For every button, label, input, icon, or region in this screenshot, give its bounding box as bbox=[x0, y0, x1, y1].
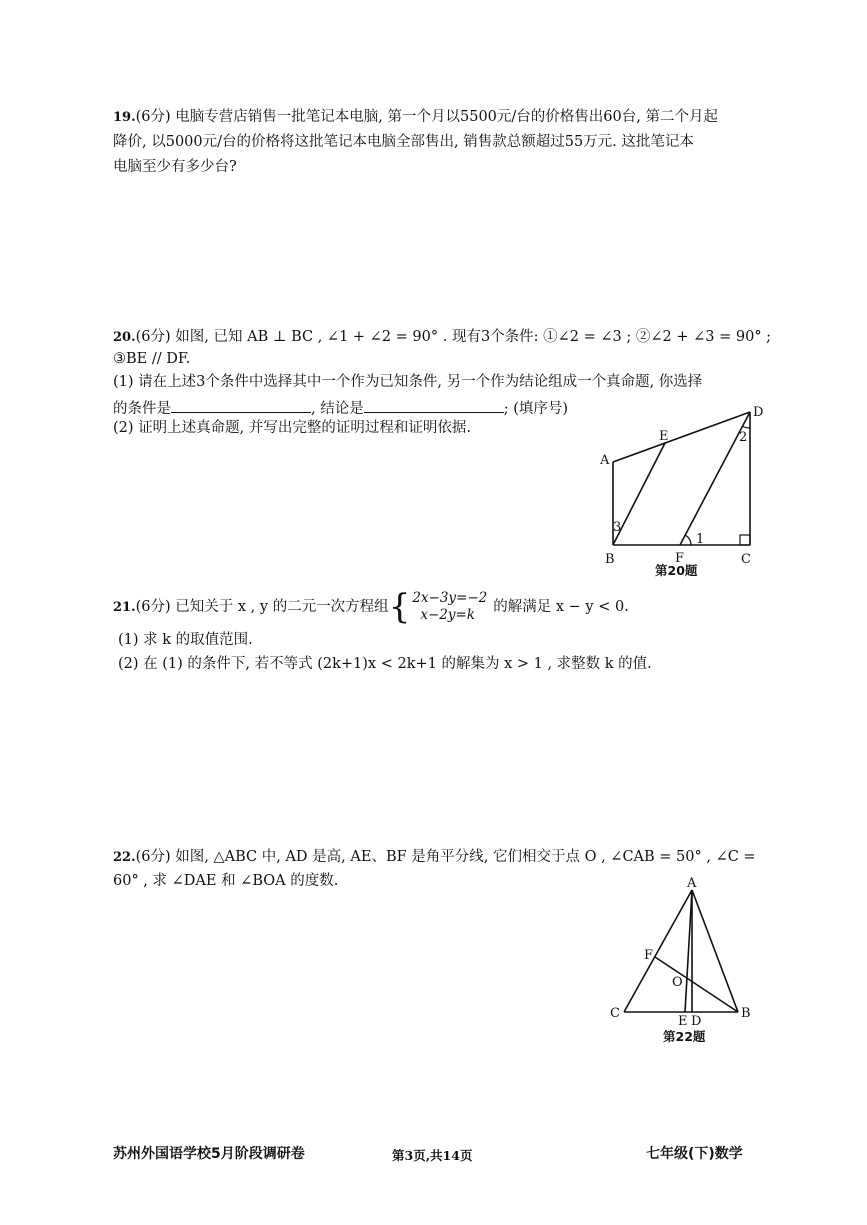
q20-label-e: E bbox=[659, 429, 669, 444]
q20-number: 20. bbox=[113, 330, 136, 345]
q22-text-1: (6分) 如图, △ABC 中, AD 是高, AE、BF 是角平分线, 它们相交于点 O , ∠CAB = 50° , ∠C = bbox=[135, 849, 756, 865]
q20-arc-1 bbox=[685, 535, 691, 545]
q19-line-2: 降价, 以5000元/台的价格将这批笔记本电脑全部售出, 销售款总额超过55万元. 这批笔记本 bbox=[113, 134, 694, 150]
q21-line-1 bbox=[113, 587, 629, 627]
q22-label-d: D bbox=[691, 1014, 702, 1025]
q20-label-a: A bbox=[600, 453, 610, 468]
q20-conclusion-label: , 结论是 bbox=[311, 401, 364, 417]
q21-text-post: 的解满足 x − y < 0. bbox=[493, 598, 629, 615]
footer-subject: 七年级(下)数学 bbox=[646, 1146, 743, 1162]
q20-part1-b bbox=[113, 398, 568, 417]
q22-label-o: O bbox=[672, 975, 683, 990]
q20-label-d: D bbox=[753, 405, 764, 420]
q21-brace: { bbox=[388, 587, 411, 627]
q20-label-angle-1: 1 bbox=[696, 532, 705, 547]
q21-equation-1: 2x−3y=−2 bbox=[412, 590, 488, 606]
q22-label-c: C bbox=[610, 1006, 620, 1021]
footer-school: 苏州外国语学校5月阶段调研卷 bbox=[113, 1146, 305, 1162]
q22-seg-ab bbox=[692, 890, 738, 1012]
q22-label-e: E bbox=[678, 1014, 688, 1025]
q21-part1: (1) 求 k 的取值范围. bbox=[118, 632, 253, 648]
q19-text-1: (6分) 电脑专营店销售一批笔记本电脑, 第一个月以5500元/台的价格售出60台, 第二个月起 bbox=[135, 109, 718, 125]
q22-label-a: A bbox=[687, 876, 697, 891]
q22-label-f: F bbox=[644, 948, 654, 963]
q19-line-1 bbox=[113, 110, 718, 125]
q20-text-1: (6分) 如图, 已知 AB ⊥ BC , ∠1 + ∠2 = 90° . 现有3个条件: ①∠2 = ∠3 ; ②∠2 + ∠3 = 90° ; bbox=[135, 329, 772, 345]
q20-label-angle-3: 3 bbox=[613, 520, 622, 535]
q22-label-b: B bbox=[741, 1006, 751, 1021]
q20-condition-blank[interactable] bbox=[171, 398, 311, 413]
q20-label-f: F bbox=[675, 551, 685, 566]
q20-line-1 bbox=[113, 330, 771, 345]
q22-figure-caption: 第22题 bbox=[663, 1029, 706, 1044]
q19-line-3: 电脑至少有多少台? bbox=[113, 159, 237, 175]
q20-label-b: B bbox=[605, 552, 615, 567]
q21-equation-system bbox=[388, 587, 488, 627]
q20-label-c: C bbox=[741, 552, 751, 567]
q22-line-2: 60° , 求 ∠DAE 和 ∠BOA 的度数. bbox=[113, 873, 339, 889]
q19-number: 19. bbox=[113, 110, 136, 125]
q20-condition-label: 的条件是 bbox=[113, 401, 171, 417]
q21-number: 21. bbox=[113, 599, 136, 615]
q20-fill-note: ; (填序号) bbox=[503, 401, 569, 417]
q21-equation-2: x−2y=k bbox=[420, 607, 475, 623]
q20-figure-caption: 第20题 bbox=[655, 563, 698, 578]
q22-number: 22. bbox=[113, 850, 136, 865]
q20-figure bbox=[595, 400, 775, 580]
q20-part2: (2) 证明上述真命题, 并写出完整的证明过程和证明依据. bbox=[113, 420, 471, 436]
q22-figure bbox=[605, 875, 765, 1025]
q20-line-2: ③BE // DF. bbox=[113, 351, 191, 367]
q22-seg-ae bbox=[685, 890, 692, 1012]
footer-page-number: 第3页,共14页 bbox=[392, 1148, 473, 1163]
q21-text-pre: (6分) 已知关于 x , y 的二元一次方程组 bbox=[135, 598, 389, 615]
q20-arc-2 bbox=[742, 426, 750, 428]
q20-seg-ad bbox=[613, 412, 750, 462]
q22-line-1 bbox=[113, 850, 756, 865]
q20-part1-a: (1) 请在上述3个条件中选择其中一个作为已知条件, 另一个作为结论组成一个真命题, 你选择 bbox=[113, 374, 703, 390]
q21-part2: (2) 在 (1) 的条件下, 若不等式 (2k+1)x < 2k+1 的解集为 x > 1 , 求整数 k 的值. bbox=[118, 656, 652, 672]
q20-right-angle-c bbox=[740, 535, 750, 545]
q22-seg-ac bbox=[624, 890, 692, 1012]
q22-seg-bf bbox=[655, 957, 738, 1012]
q20-label-angle-2: 2 bbox=[739, 430, 748, 445]
q20-conclusion-blank[interactable] bbox=[364, 398, 504, 413]
